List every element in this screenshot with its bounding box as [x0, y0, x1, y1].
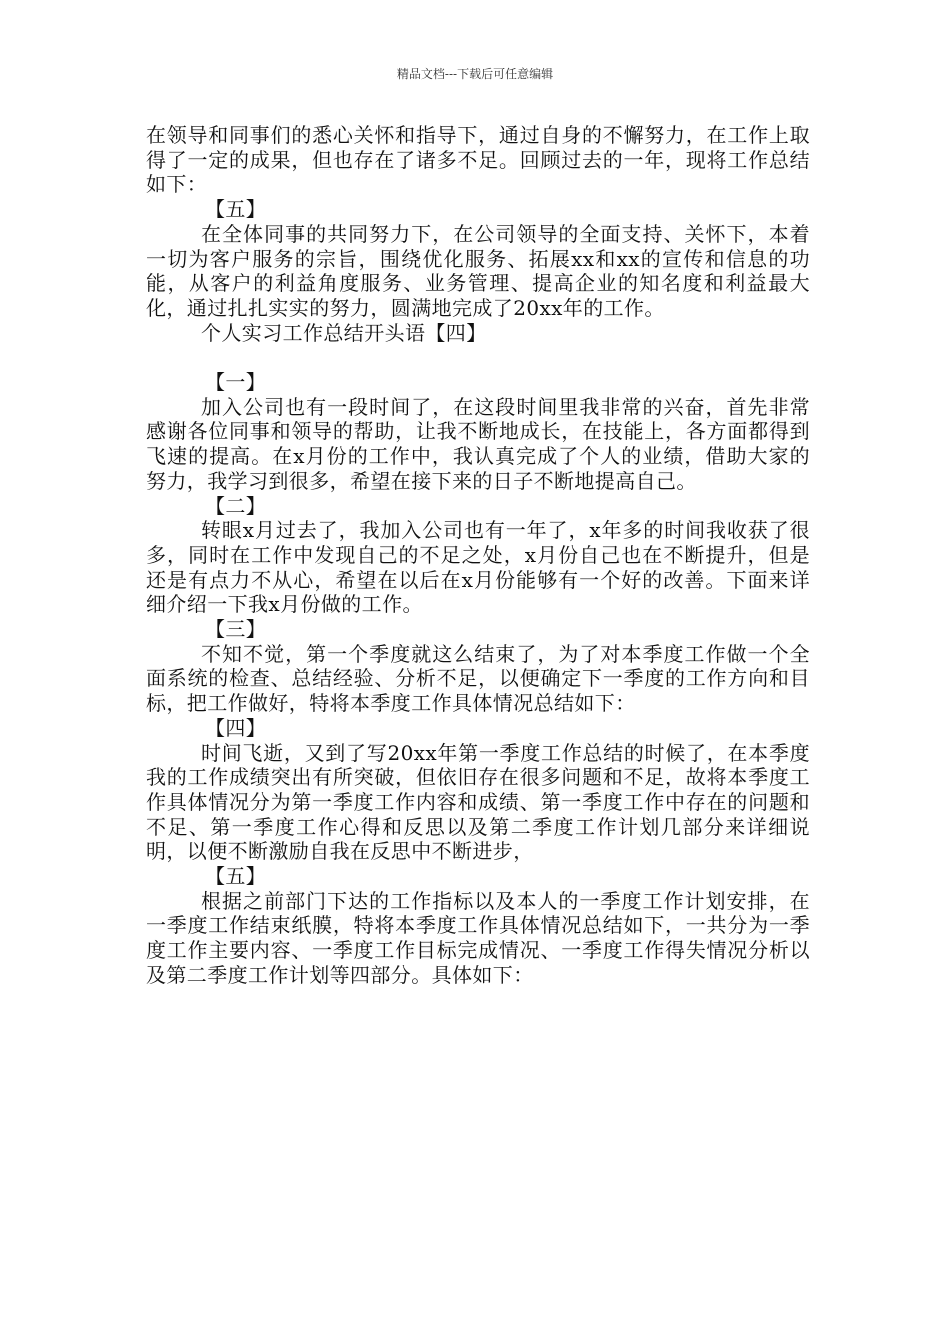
section-heading: 【四】: [205, 715, 267, 740]
section-heading: 【三】: [205, 617, 267, 642]
paragraph-intro: 在领导和同事们的悉心关怀和指导下，通过自身的不懈努力，在工作上取得了一定的成果，但也存在了诸多不足。回顾过去的一年，现将工作总结如下：: [146, 123, 810, 197]
paragraph: 转眼x月过去了，我加入公司也有一年了，x年多的时间我收获了很多，同时在工作中发现自己的不足之处，x月份自己也在不断提升，但是还是有点力不从心，希望在以后在x月份能够有一个好的改善。下面来详细介绍一下我x月份做的工作。: [146, 518, 810, 617]
paragraph: 根据之前部门下达的工作指标以及本人的一季度工作计划安排，在一季度工作结束纸膜，特将本季度工作具体情况总结如下，一共分为一季度工作主要内容、一季度工作目标完成情况、一季度工作得失情况分析以及第二季度工作计划等四部分。具体如下：: [146, 888, 810, 987]
paragraph: 时间飞逝，又到了写20xx年第一季度工作总结的时候了，在本季度我的工作成绩突出有所突破，但依旧存在很多问题和不足，故将本季度工作具体情况分为第一季度工作内容和成绩、第一季度工作中存在的问题和不足、第一季度工作心得和反思以及第二季度工作计划几部分来详细说明，以便不断激励自我在反思中不断进步，: [146, 740, 810, 864]
section-heading: 【五】: [205, 197, 267, 222]
page-header: 精品文档---下载后可任意编辑: [396, 67, 554, 81]
blank-line: [146, 345, 810, 370]
paragraph: 不知不觉，第一个季度就这么结束了，为了对本季度工作做一个全面系统的检查、总结经验、分析不足，以便确定下一季度的工作方向和目标，把工作做好，特将本季度工作具体情况总结如下：: [146, 641, 810, 716]
section-heading: 【一】: [205, 370, 267, 395]
section-heading: 【二】: [205, 493, 267, 518]
section-heading: 【五】: [205, 864, 267, 889]
paragraph: 加入公司也有一段时间了，在这段时间里我非常的兴奋，首先非常感谢各位同事和领导的帮助，让我不断地成长，在技能上，各方面都得到飞速的提高。在x月份的工作中，我认真完成了个人的业绩，借助大家的努力，我学习到很多，希望在接下来的日子不断地提高自己。: [146, 394, 810, 493]
section-title: 个人实习工作总结开头语【四】: [201, 320, 487, 345]
document-body: [146, 123, 810, 988]
paragraph: 在全体同事的共同努力下，在公司领导的全面支持、关怀下，本着一切为客户服务的宗旨，围绕优化服务、拓展xx和xx的宣传和信息的功能，从客户的利益角度服务、业务管理、提高企业的知名度和利益最大化，通过扎扎实实的努力，圆满地完成了20xx年的工作。: [146, 221, 810, 320]
